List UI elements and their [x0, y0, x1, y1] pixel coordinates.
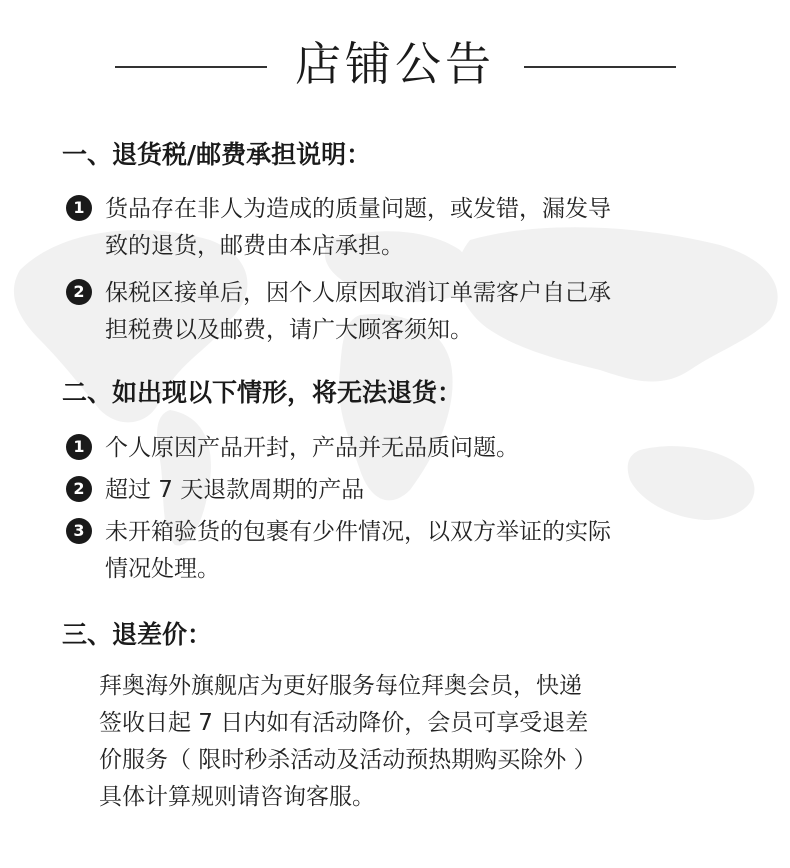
number-badge: 3 [66, 518, 92, 544]
list-item-text: 保税区接单后，因个人原因取消订单需客户自己承 担税费以及邮费，请广大顾客须知。 [105, 280, 611, 343]
title-divider-right [524, 66, 676, 68]
price-difference-paragraph: 拜奥海外旗舰店为更好服务每位拜奥会员，快递 签收日起 7 日内如有活动降价，会员可享受退差 价服务（ 限时秒杀活动及活动预热期购买除外 ） 具体计算规则请咨询客服。 [99, 673, 597, 810]
number-badge: 1 [66, 434, 92, 460]
section-heading-price-difference: 三、退差价： [62, 620, 213, 649]
number-badge: 2 [66, 279, 92, 305]
list-item-text: 货品存在非人为造成的质量问题，或发错，漏发导 致的退货，邮费由本店承担。 [105, 196, 611, 259]
section-heading-no-return: 二、如出现以下情形，将无法退货： [62, 378, 463, 407]
list-item [66, 275, 726, 349]
list-item [66, 191, 726, 265]
number-badge: 2 [66, 476, 92, 502]
list-item-text: 超过 7 天退款周期的产品 [105, 477, 365, 503]
list-item-text: 未开箱验货的包裹有少件情况，以双方举证的实际 情况处理。 [105, 519, 611, 582]
list-item-text: 个人原因产品开封，产品并无品质问题。 [105, 435, 519, 461]
list-item [66, 472, 726, 509]
list-item [66, 514, 726, 588]
list-item [66, 430, 726, 467]
section-heading-return-fees: 一、退货税/邮费承担说明： [62, 140, 372, 169]
number-badge: 1 [66, 195, 92, 221]
title-row [0, 30, 790, 102]
page-title: 店铺公告 [295, 37, 495, 91]
